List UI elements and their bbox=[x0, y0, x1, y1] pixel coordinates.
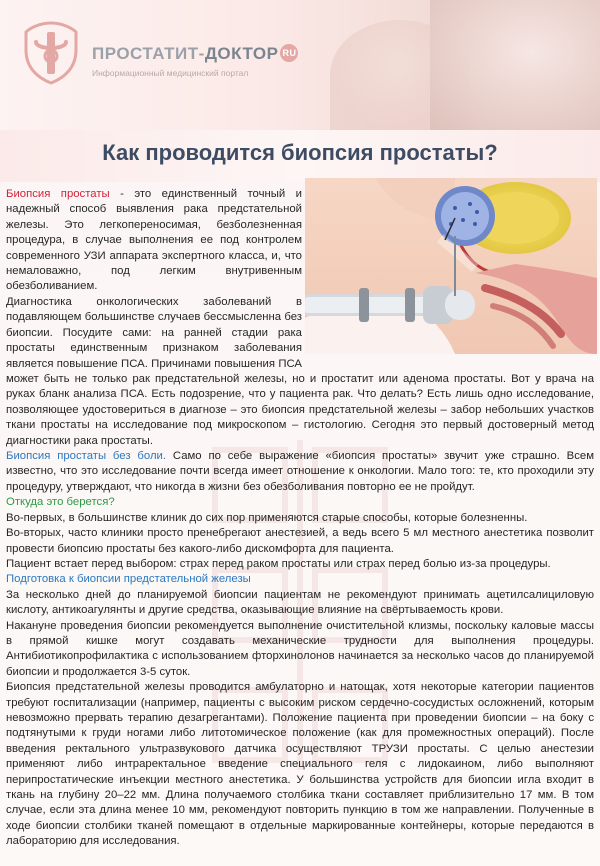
prep-heading: Подготовка к биопсии предстательной железы bbox=[6, 573, 251, 586]
brand-ru-badge: RU bbox=[280, 44, 298, 62]
pain-paragraph bbox=[6, 449, 594, 495]
prep-paragraph-3: Биопсия предстательной железы проводится амбулаторно и натощак, хотя некоторые категории пациентов требуют госпитализации (например, пациенты с высоким риском сердечно-сосудистых осложнений, которым невозможно прервать терапию дезагрегантами). Положение пациента при проведении биопсии – на боку с подтянутыми к груди ногами либо литотомическое положение (как для промежностных операций). После введения ректального ультразвукового датчика осуществляют ТРУЗИ простаты. С целью анестезии применяют либо интраректальное введение специального геля с лидокаином, либо выполняют перипростатические инъекции местного анестетика. У большинства устройств для биопсии игла входит в ткань на глубину 20–22 мм. Длина получаемого столбика ткани составляет приблизительно 17 мм. В том случае, если эта длина менее 10 мм, рекомендуют повторить пункцию в том же направлении. Полученные в ходе биопсии столбики тканей помещают в отдельные маркированные контейнеры, которые передаются в лабораторию для исследования. bbox=[6, 681, 594, 848]
page-title: Как проводится биопсия простаты? bbox=[102, 140, 498, 165]
tagline: Информационный медицинский портал bbox=[92, 68, 249, 78]
prep-paragraph-1: За несколько дней до планируемой биопсии пациентам не рекомендуют принимать ацетилсалициловую кислоту, антикоагулянты и другие средства, оказывающие влияние на свёртываемость крови. bbox=[6, 588, 594, 617]
intro-paragraph-1 bbox=[6, 187, 302, 295]
header-photo bbox=[430, 0, 600, 130]
biopsy-term-link[interactable]: Биопсия простаты bbox=[6, 188, 110, 200]
pain-text: Само по себе выражение «биопсия простаты» звучит уже страшно. Всем известно, что это исследование почти всегда имеет отношение к онкологии. Мало того: те, кто проходили эту процедуру, утверждают, что никогда в жизни без обезболивания повторно ее не пройдут. bbox=[6, 450, 595, 493]
prep-paragraph-2: Накануне проведения биопсии рекомендуется выполнение очистительной клизмы, поскольку каловые массы в прямой кишке могут создавать механические трудности для выполнения процедуры. Антибиотикопрофилактика с использованием фторхинолонов начинается за несколько часов до планируемой биопсии и продолжается 3-5 суток. bbox=[6, 619, 594, 678]
why-paragraph-3: Пациент встает перед выбором: страх перед раком простаты или страх перед болью из-за процедуры. bbox=[6, 557, 551, 570]
main-text bbox=[6, 295, 594, 850]
intro-p1-text: - это единственный точный и надежный способ выявления рака предстательной железы. Это легкопереносимая, безболезненная процедура, в случае выполнения ее под контролем современного УЗИ аппарата экспертного класса, и, что немаловажно, под легким внутривенным обезболиванием. bbox=[6, 188, 302, 293]
intro-column bbox=[6, 187, 302, 295]
header-banner bbox=[0, 0, 600, 130]
intro-p2-text: Диагностика онкологических заболеваний в подавляющем большинстве случаев бессмысленна без биопсии. Посудите сами: на ранней стадии рака простаты единственным признаком заболевания является повышение ПСА. Причинами повышения ПСА может быть не только рак предстательной железы, но и простатит или аденома простаты. Вот у врача на руках бланк анализа ПСА. Есть подозрение, что у пациента рак. Что делать? Есть лишь одно исследование, позволяющее удостовериться в диагнозе – это биопсия предстательной железы – забор небольших участков ткани простаты на исследование под микроскопом – гистологию. Сегодня это первый достоверный метод диагностики рака простаты. bbox=[6, 296, 594, 447]
brand-part1: ПРОСТАТИТ- bbox=[92, 44, 205, 63]
pain-heading: Биопсия простаты без боли. bbox=[6, 450, 167, 463]
brand-name[interactable] bbox=[92, 44, 298, 64]
why-paragraph-2: Во-вторых, часто клиники просто пренебрегают анестезией, а ведь всего 5 мл местного анестетика позволит провести биопсию простаты без какого-либо дискомфорта для пациента. bbox=[6, 527, 594, 555]
brand-part2: ДОКТОР bbox=[204, 44, 279, 63]
shield-cross-logo-icon[interactable] bbox=[22, 20, 80, 86]
intro-paragraph-2 bbox=[6, 295, 594, 449]
why-paragraph-1: Во-первых, в большинстве клиник до сих пор применяются старые способы, которые болезненны. bbox=[6, 511, 528, 524]
why-heading: Откуда это берется? bbox=[6, 496, 115, 509]
